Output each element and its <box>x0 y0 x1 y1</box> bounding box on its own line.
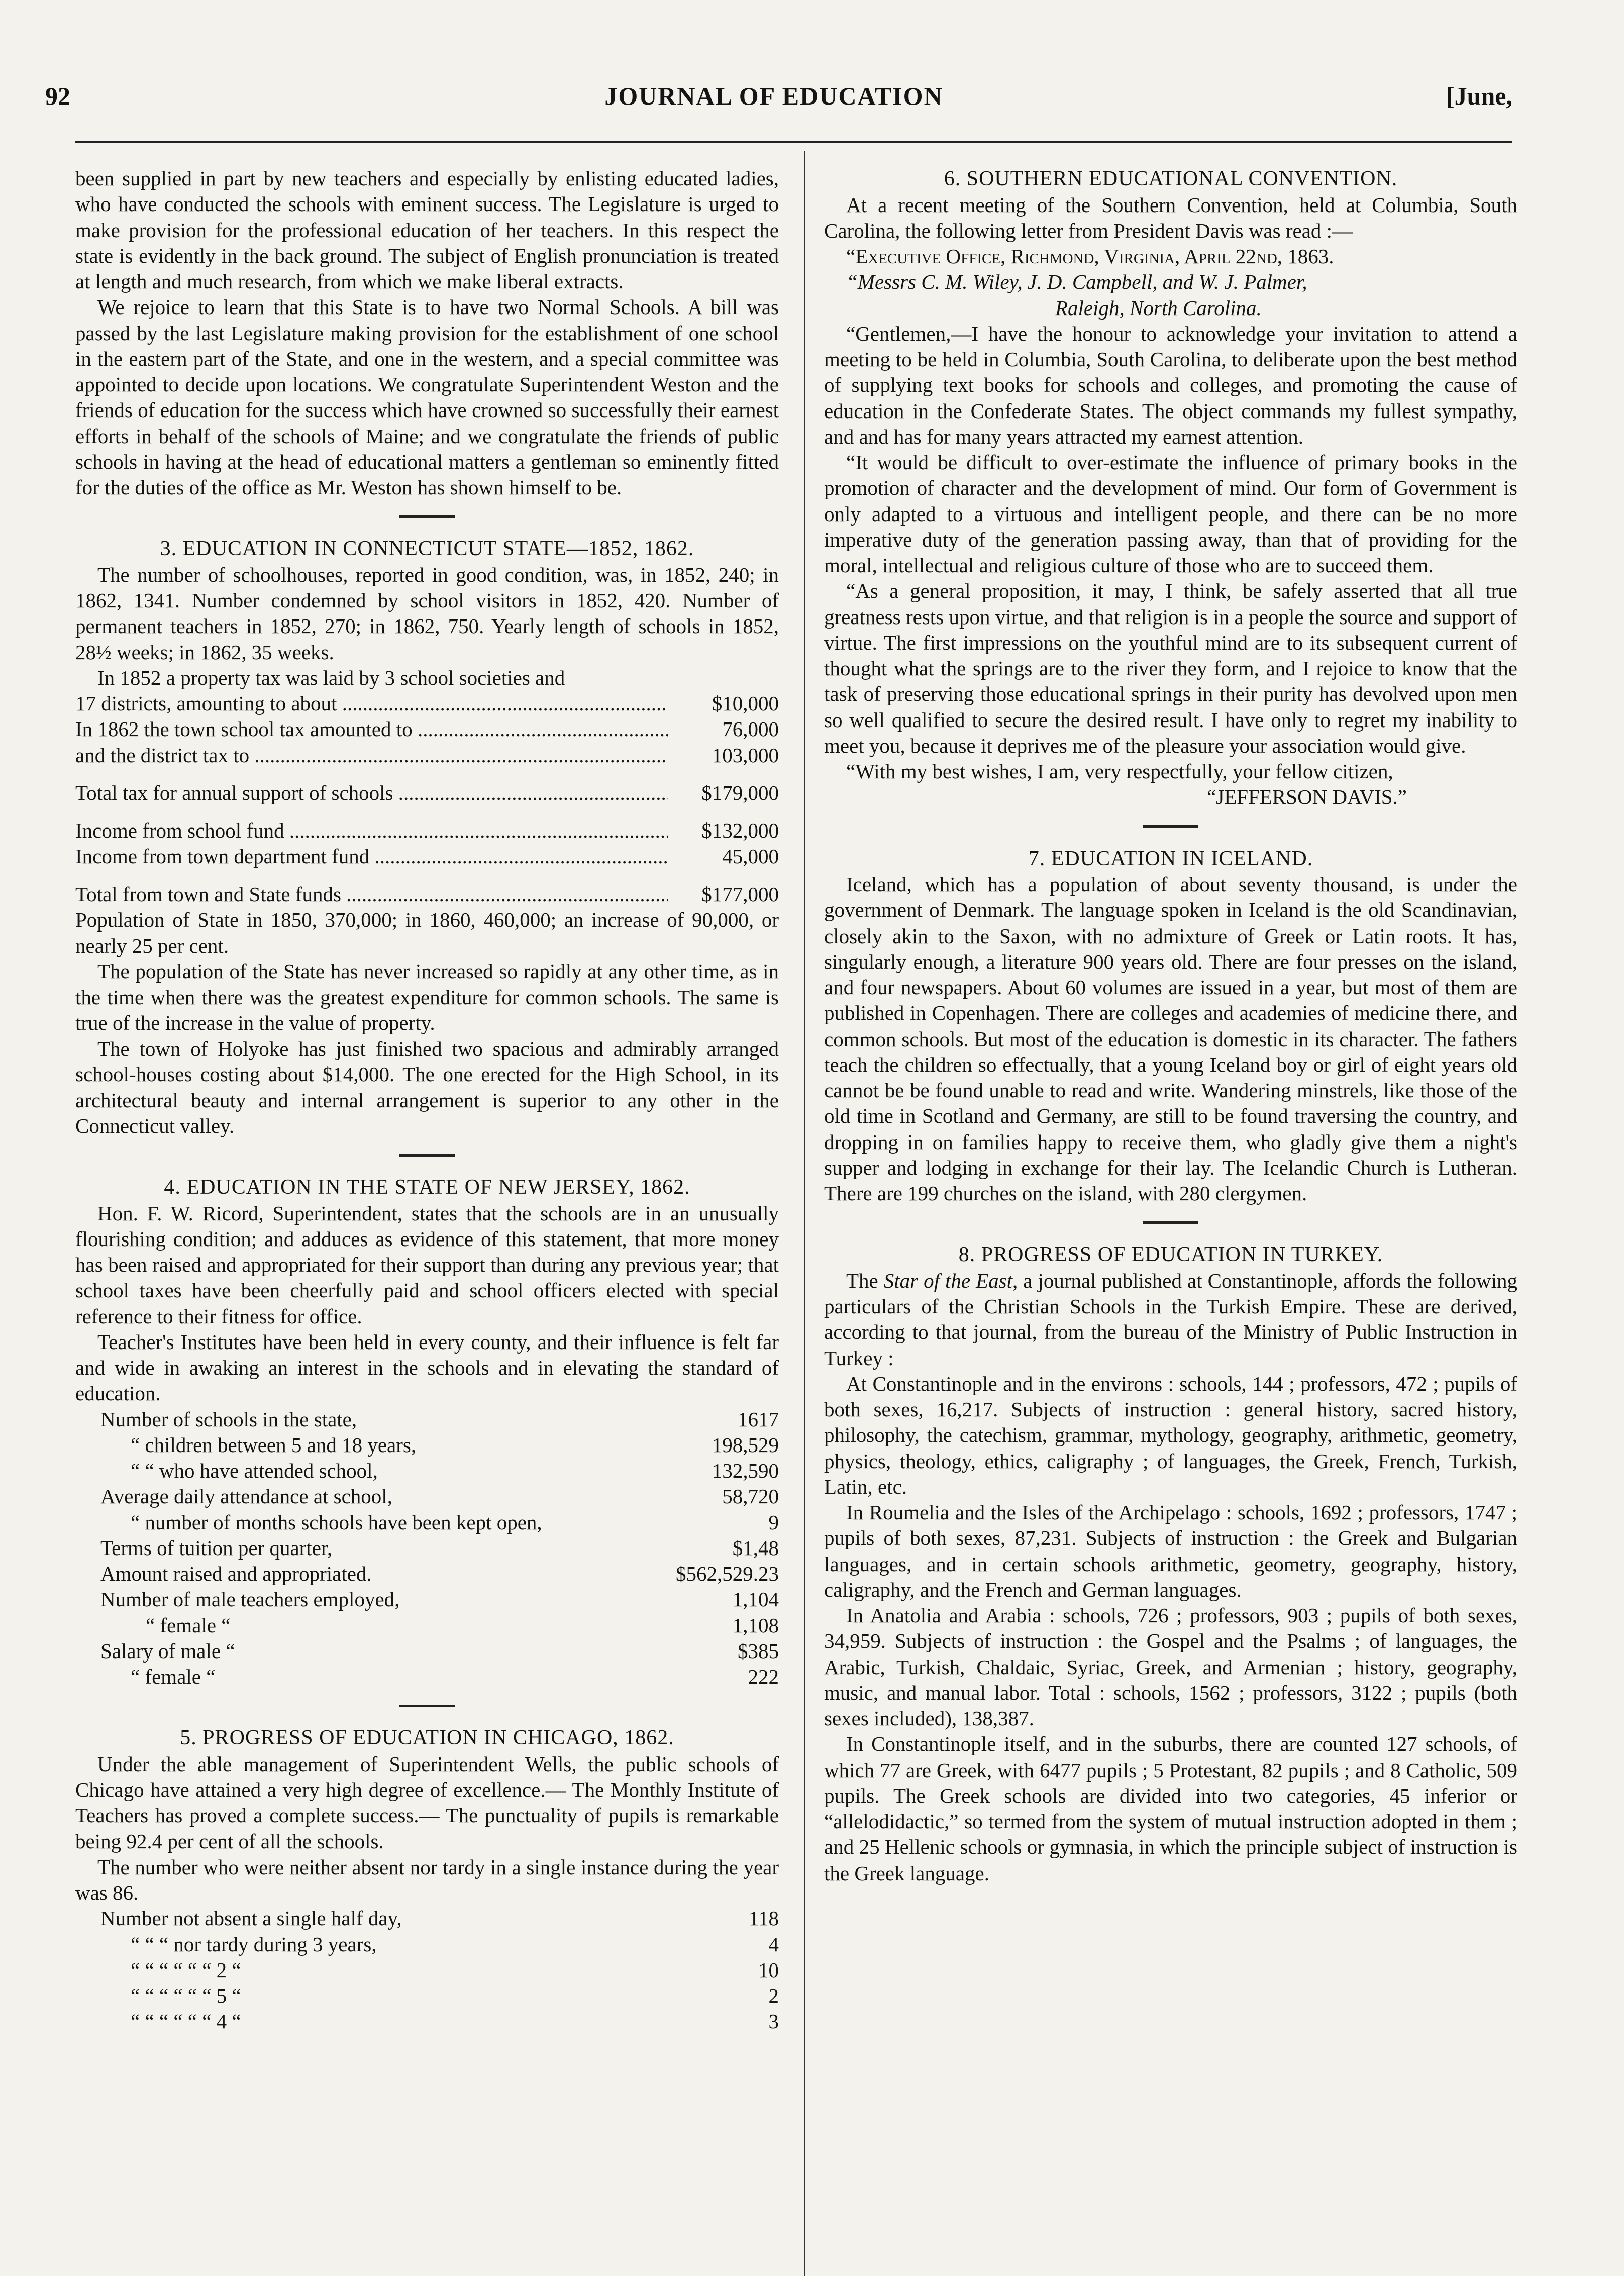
column-divider <box>804 151 805 2276</box>
letter-addressee-location: Raleigh, North Carolina. <box>1055 296 1262 320</box>
ledger-amount: 76,000 <box>722 717 779 741</box>
paragraph: The number of schoolhouses, reported in good condition, was, in 1852, 240; in 1862, 1341. Number condemned by school visitors in 1852, 420. Number of permanent teachers in 1852, 270; in 1862, 750. Yearly length of schools in 1852, 28½ weeks; in 1862, 35 weeks. <box>75 563 779 664</box>
stat-label: Salary of male “ <box>100 1639 235 1663</box>
stat-value: 4 <box>768 1932 779 1956</box>
paragraph: “It would be difficult to over-estimate the influence of primary books in the promotion of character and the development of mind. Our form of Government is only adapted to a virtuous and intelligent people, and there can be no more imperative duty of the generation passing away, than that of providing for the moral, intellectual and religious culture of those who are to succeed them. <box>824 451 1517 577</box>
nj-statistics <box>75 1407 779 1690</box>
ledger-label: In 1862 the town school tax amounted to ..... <box>75 716 668 742</box>
maine-paragraph-2: We rejoice to learn that this State is to have two Normal Schools. A bill was passed by the last Legislature making provision for the establishment of one school in the eastern part of the State, and one in the western, and a special committee was appointed to decide upon locations. We congratulate Superintendent Weston and the friends of education for the success which have crowned so successfully their earnest efforts in behalf of the schools of Maine; and we congratulate the friends of public schools in having at the head of educational matters a gentleman so eminently fitted for the duties of the office as Mr. Weston has shown himself to be. <box>75 295 779 499</box>
stat-label: “ female “ <box>131 1665 216 1688</box>
ledger-label: 17 districts, amounting to about ..... <box>75 691 668 716</box>
paragraph: “Gentlemen,—I have the honour to acknowledge your invitation to attend a meeting to be held in Columbia, South Carolina, to deliberate upon the best method of supplying text books for schools and colleges, and promoting the cause of education in the Confederate States. The object commands my fullest sympathy, and and has for many years attracted my earnest attention. <box>824 322 1517 448</box>
section-separator <box>399 1705 455 1707</box>
stat-label: Number not absent a single half day, <box>100 1907 402 1930</box>
stat-row <box>75 1458 779 1484</box>
header-rule <box>75 141 1512 143</box>
ledger-label: Income from town department fund ..... <box>75 844 668 869</box>
journal-title: JOURNAL OF EDUCATION <box>604 82 943 110</box>
stat-value: 3 <box>768 2010 779 2033</box>
stat-row <box>75 2009 779 2034</box>
ledger-row <box>75 844 779 869</box>
ledger-label: Income from school fund ..... <box>75 818 668 844</box>
paragraph <box>824 1268 1517 1371</box>
stat-row <box>75 1983 779 2009</box>
stat-value: 222 <box>748 1665 779 1688</box>
paragraph: At a recent meeting of the Southern Convention, held at Columbia, South Carolina, the following letter from President Davis was read :— <box>824 193 1517 242</box>
ledger-total-row <box>75 780 779 806</box>
stat-label: Number of schools in the state, <box>100 1407 357 1431</box>
ledger-amount: 103,000 <box>712 743 779 767</box>
ledger-amount: 45,000 <box>722 845 779 868</box>
letter-dateline: “Executive Office, Richmond, Virginia, April 22nd, 1863. <box>846 245 1334 268</box>
stat-label: Terms of tuition per quarter, <box>100 1536 333 1560</box>
journal-name: Star of the East <box>883 1269 1012 1292</box>
stat-value: 132,590 <box>712 1459 779 1482</box>
stat-label: “ “ “ nor tardy during 3 years, <box>131 1932 377 1956</box>
paragraph: The number who were neither absent nor tardy in a single instance during the year was 86. <box>75 1855 779 1904</box>
paragraph: In Constantinople itself, and in the suburbs, there are counted 127 schools, of which 77 are Greek, with 6477 pupils ; 5 Protestant, 82 pupils ; and 8 Catholic, 509 pupils. The Greek schools are divided into two categories, 45 inferior or “allelodidactic,” so termed from the system of mutual instruction adopted in them ; and 25 Hellenic schools or gymnasia, in which the principle subject of instruction is the Greek language. <box>824 1732 1517 1885</box>
ledger-label: Total tax for annual support of schools ..... <box>75 780 668 806</box>
letter-addressee: “Messrs C. M. Wiley, J. D. Campbell, and W. J. Palmer, <box>846 270 1307 294</box>
stat-row <box>75 1932 779 1957</box>
stat-label: Average daily attendance at school, <box>100 1485 392 1508</box>
stat-row <box>75 1638 779 1664</box>
stat-row <box>75 1613 779 1638</box>
section-heading: 6. SOUTHERN EDUCATIONAL CONVENTION. <box>944 167 1398 190</box>
tax-ledger <box>75 691 779 907</box>
paragraph: Iceland, which has a population of about seventy thousand, is under the government of Denmark. The language spoken in Iceland is the old Scandinavian, closely akin to the Saxon, with no admixture of Greek or Latin roots. It has, singularly enough, a literature 900 years old. There are four presses on the island, and four newspapers. About 60 volumes are issued in a year, but most of them are published in Copenhagen. There are colleges and academies of medicine there, and common schools. But most of the education is domestic in its character. The fathers teach the children so effectually, that a young Iceland boy or girl of eight years old cannot be be found unable to read and write. Wandering minstrels, like those of the old time in Scotland and Germany, are still to be found traversing the country, and dropping in on families happy to receive them, who gladly give them a night's supper and lodging in exchange for their lay. The Icelandic Church is Lutheran. There are 199 churches on the island, with 280 clergymen. <box>824 873 1517 1205</box>
header-month: [June, <box>1446 82 1512 110</box>
ledger-label: and the district tax to ..... <box>75 743 668 768</box>
stat-row <box>75 1587 779 1612</box>
section-heading: 7. EDUCATION IN ICELAND. <box>1028 847 1313 870</box>
section-separator <box>399 515 455 518</box>
letter-signature: “JEFFERSON DAVIS.” <box>1207 785 1407 809</box>
paragraph: “With my best wishes, I am, very respectfully, your fellow citizen, <box>846 760 1393 783</box>
ledger-amount: $177,000 <box>701 882 779 906</box>
stat-value: $1,48 <box>732 1536 779 1560</box>
stat-value: 10 <box>758 1958 779 1982</box>
stat-row <box>75 1906 779 1931</box>
stat-label: “ number of months schools have been kept open, <box>131 1510 542 1534</box>
chicago-statistics <box>75 1906 779 2034</box>
paragraph: The town of Holyoke has just finished two spacious and admirably arranged school-houses costing about $14,000. The one erected for the High School, in its architectural beauty and internal arrangement is superior to any other in the Connecticut valley. <box>75 1037 779 1137</box>
section-chicago <box>75 1725 779 2034</box>
right-column <box>824 166 1517 1886</box>
paragraph: In 1852 a property tax was laid by 3 school societies and <box>97 666 565 689</box>
paragraph: In Anatolia and Arabia : schools, 726 ; professors, 903 ; pupils of both sexes, 34,959. Subjects of instruction : the Gospel and the Psalms ; of languages, the Arabic, Turkish, Chaldaic, Syriac, Greek, and Armenian ; history, geography, music, and manual labor. Total : schools, 1562 ; professors, 3122 ; pupils (both sexes included), 138,387. <box>824 1604 1517 1730</box>
stat-value: 9 <box>768 1510 779 1534</box>
stat-value: 1,104 <box>732 1588 779 1611</box>
ledger-amount: $179,000 <box>701 781 779 804</box>
paragraph: At Constantinople and in the environs : schools, 144 ; professors, 472 ; pupils of both sexes, 16,217. Subjects of instruction : general history, sacred history, philosophy, the catechism, grammar, mythology, geography, arithmetic, geometry, physics, theology, ethics, caligraphy ; of languages, the Greek, French, Turkish, Latin, etc. <box>824 1372 1517 1498</box>
section-heading: 8. PROGRESS OF EDUCATION IN TURKEY. <box>958 1243 1383 1267</box>
stat-row <box>75 1407 779 1432</box>
stat-row <box>75 1664 779 1690</box>
paragraph: Under the able management of Superintendent Wells, the public schools of Chicago have attained a very high degree of excellence.— The Monthly Institute of Teachers has proved a complete success.— The punctuality of pupils is remarkable being 92.4 per cent of all the schools. <box>75 1752 779 1853</box>
stat-value: 2 <box>768 1984 779 2007</box>
section-separator <box>1143 825 1198 828</box>
stat-row <box>75 1561 779 1587</box>
ledger-label: Total from town and State funds ..... <box>75 882 668 907</box>
section-heading: 5. PROGRESS OF EDUCATION IN CHICAGO, 1862. <box>180 1726 674 1750</box>
stat-value: 118 <box>749 1907 779 1930</box>
ledger-total-row <box>75 882 779 907</box>
paragraph: Hon. F. W. Ricord, Superintendent, states that the schools are in an unusually flourishing condition; and adduces as evidence of this statement, that more money has been raised and appropriated for their support than during any previous year; that school taxes have been cheerfully paid and school officers elected with special reference to their fitness for office. <box>75 1201 779 1328</box>
paragraph: “As a general proposition, it may, I think, be safely asserted that all true greatness rests upon virtue, and that religion is in a people the source and support of virtue. The first impressions on the youthful mind are to its subsequent current of thought what the springs are to the river they form, and I rejoice to know that the task of preserving those educational springs in their purity has devolved upon men so well qualified to secure the desired result. I have only to regret my inability to meet you, because it deprives me of the pleasure your association would give. <box>824 579 1517 757</box>
ledger-row <box>75 743 779 768</box>
stat-row <box>75 1484 779 1509</box>
text-run: The <box>846 1269 884 1292</box>
stat-row <box>75 1510 779 1535</box>
section-heading: 4. EDUCATION IN THE STATE OF NEW JERSEY, 1862. <box>164 1176 690 1199</box>
ledger-amount: $132,000 <box>701 819 779 842</box>
stat-label: “ “ “ “ “ “ 2 “ <box>131 1958 241 1982</box>
stat-value: 58,720 <box>722 1485 779 1508</box>
section-iceland <box>824 846 1517 1207</box>
paragraph: Teacher's Institutes have been held in every county, and their influence is felt far and wide in awaking an interest in the schools and in elevating the standard of education. <box>75 1330 779 1405</box>
stat-value: 1617 <box>738 1407 779 1431</box>
maine-paragraph-1: been supplied in part by new teachers and especially by enlisting educated ladies, who have conducted the schools with eminent success. The Legislature is urged to make provision for the professional education of her teachers. In this respect the state is evidently in the back ground. The subject of English pronunciation is treated at length and much research, from which we make liberal extracts. <box>75 167 779 293</box>
left-column <box>75 166 779 2035</box>
ledger-row <box>75 716 779 742</box>
stat-value: $562,529.23 <box>676 1562 779 1585</box>
paragraph: The population of the State has never increased so rapidly at any other time, as in the time when there was the greatest expenditure for common schools. The same is true of the increase in the value of property. <box>75 960 779 1034</box>
section-heading: 3. EDUCATION IN CONNECTICUT STATE—1852, 1862. <box>160 537 694 561</box>
stat-label: “ “ “ “ “ “ 5 “ <box>131 1984 241 2007</box>
stat-label: “ female “ <box>146 1613 231 1637</box>
paragraph: In Roumelia and the Isles of the Archipelago : schools, 1692 ; professors, 1747 ; pupils of both sexes, 87,231. Subjects of instruction : the Greek and Bulgarian languages, and in certain schools arithmetic, geometry, geography, history, caligraphy, and the French and German languages. <box>824 1501 1517 1601</box>
page-number: 92 <box>45 82 70 110</box>
section-new-jersey <box>75 1174 779 1690</box>
stat-row <box>75 1535 779 1561</box>
stat-label: Number of male teachers employed, <box>100 1588 400 1611</box>
paragraph: Population of State in 1850, 370,000; in 1860, 460,000; an increase of 90,000, or nearly 25 per cent. <box>75 908 779 957</box>
stat-row <box>75 1432 779 1458</box>
stat-row <box>75 1957 779 1983</box>
ledger-row <box>75 691 779 716</box>
stat-value: $385 <box>738 1639 779 1663</box>
section-turkey <box>824 1242 1517 1886</box>
text-run: , a journal published at Constantinople, affords the following particulars of the Christian Schools in the Turkish Empire. These are derived, according to that journal, from the bureau of the Ministry of Public Instruction in Turkey : <box>824 1269 1518 1370</box>
stat-value: 198,529 <box>712 1433 779 1457</box>
stat-label: “ “ who have attended school, <box>131 1459 378 1482</box>
stat-label: “ “ “ “ “ “ 4 “ <box>131 2010 241 2033</box>
running-header <box>35 80 1512 116</box>
stat-label: “ children between 5 and 18 years, <box>131 1433 417 1457</box>
stat-value: 1,108 <box>732 1613 779 1637</box>
ledger-row <box>75 818 779 844</box>
section-connecticut <box>75 536 779 1139</box>
section-separator <box>1143 1221 1198 1224</box>
section-separator <box>399 1154 455 1157</box>
stat-label: Amount raised and appropriated. <box>100 1562 372 1585</box>
section-southern-convention <box>824 166 1517 810</box>
ledger-amount: $10,000 <box>712 692 779 715</box>
